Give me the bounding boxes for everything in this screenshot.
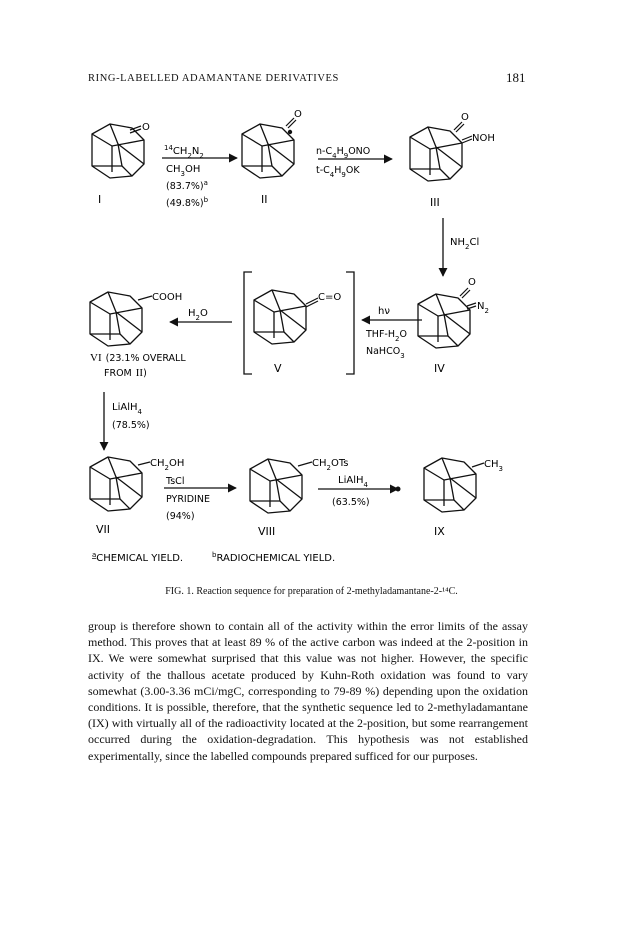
bracket-left — [244, 272, 252, 374]
step3-conditions — [443, 218, 479, 276]
bracket-right — [346, 272, 354, 374]
svg-text:(83.7%)a: $(83.7\%)^a$ — [166, 179, 208, 192]
page-number: 181 — [506, 70, 526, 85]
running-header: RING-LABELLED ADAMANTANE DERIVATIVES — [88, 73, 339, 84]
figure-caption: FIG. 1. Reaction sequence for preparation of 2-methyladamantane-2-¹⁴C. — [165, 586, 458, 597]
compound-IX — [424, 458, 503, 538]
step8-conditions — [318, 475, 401, 508]
ketone-oxygen: O — [294, 109, 302, 120]
svg-text:LiAlH4: LiAlH$_4$ — [112, 402, 142, 416]
svg-text:PYRIDINE: PYRIDINE — [166, 494, 210, 505]
step6-conditions — [104, 392, 150, 450]
label-dot — [288, 130, 292, 134]
svg-text:NaHCO3: NaHCO$_3$ — [366, 346, 405, 360]
svg-text:(94%): (94%) — [166, 511, 195, 522]
svg-text:LiAlH4: LiAlH$_4$ — [338, 475, 368, 489]
svg-text:(78.5%): (78.5%) — [112, 420, 150, 431]
svg-text:CH2OTs: $CH_2OTs$ — [312, 458, 349, 472]
label-compound-IX: IX — [434, 525, 445, 538]
ketone-oxygen: O — [142, 122, 150, 133]
svg-text:bRADIOCHEMICAL YIELD.: $^b$RADIOCHEMICAL YIELD. — [212, 551, 336, 564]
label-compound-III: III — [430, 196, 440, 209]
step5-conditions — [170, 308, 232, 322]
svg-text:TsCl: TsCl — [166, 476, 185, 487]
oxime-group: NOH — [472, 133, 495, 144]
svg-text:(63.5%): (63.5%) — [332, 497, 370, 508]
svg-text:(49.8%)b: $(49.8\%)^b$ — [166, 196, 209, 209]
label-compound-I: I — [98, 193, 102, 206]
svg-text:CH2OH: $CH_2OH$ — [150, 458, 185, 472]
label-compound-VI: VI — [90, 352, 102, 364]
step2-conditions — [316, 146, 392, 179]
step4-conditions — [362, 306, 422, 360]
svg-text:14CH2N2: $^{14}CH_2N_2$ — [164, 144, 204, 160]
label-compound-VII: VII — [96, 523, 111, 536]
svg-text:THF-H2O: THF-$H_2O$ — [366, 329, 407, 343]
label-compound-VIII: VIII — [258, 525, 276, 538]
svg-text:NH2Cl: $NH_2Cl$ — [450, 237, 480, 251]
svg-text:t-C4H9OK: $t-C_4H_9OK$ — [316, 165, 360, 179]
svg-text:CH3OH: $CH_3OH$ — [166, 164, 201, 178]
compound-V-bracketed — [244, 272, 354, 375]
compound-IV — [418, 277, 489, 375]
carboxyl-group: COOH — [152, 292, 183, 303]
body-paragraph: group is therefore shown to contain all of the activity within the error limits of the assay method. This proves that at least 89 % of the active carbon was indeed at the 2-position in IX. We were somewhat surprised that this value was not higher. However, the specific activity of the thallous acetate produced by Kuhn-Roth oxidation was found to vary somewhat (3.00-3.36 mCi/mgC, corresponding to 79-89 %) depending upon the oxidation conditions. It is possible, therefore, that the synthetic sequence led to 2-methyladamantane (IX) with virtually all of the radioactivity located at the 2-position, but some rearrangement occurred during the oxidation-degradation. This hypothesis was not established experimentally, since the labelled compounds prepared sufficed for our purposes. — [88, 619, 528, 763]
compound-VI — [90, 292, 186, 379]
svg-text:VI(23.1% OVERALL: VI (23.1% OVERALL — [90, 352, 186, 364]
step7-conditions — [164, 476, 236, 522]
ketone-oxygen: O — [461, 112, 469, 123]
svg-text:n-C4H9ONO: $n-C_4H_9ONO$ — [316, 146, 371, 160]
svg-text:aCHEMICAL YIELD.: $^a$CHEMICAL YIELD. — [92, 551, 184, 564]
compound-II — [242, 109, 302, 206]
compound-I — [92, 122, 150, 206]
compound-III — [410, 112, 495, 209]
scheme-footnotes — [92, 551, 335, 564]
label-compound-II: II — [261, 193, 268, 206]
svg-text:FROMII): FROM II) — [104, 367, 147, 379]
ketene-group: C=O — [318, 292, 342, 303]
label-compound-IV: IV — [434, 362, 445, 375]
svg-text:hν: hν — [378, 306, 390, 317]
svg-text:H2O: $H_2O$ — [188, 308, 208, 322]
svg-text:CH3: $CH_3$ — [484, 459, 503, 473]
svg-text:N2: $N_2$ — [477, 301, 489, 315]
step1-conditions — [162, 144, 237, 209]
ketone-oxygen: O — [468, 277, 476, 288]
arrow-dot — [396, 487, 401, 492]
label-compound-V: V — [274, 362, 282, 375]
